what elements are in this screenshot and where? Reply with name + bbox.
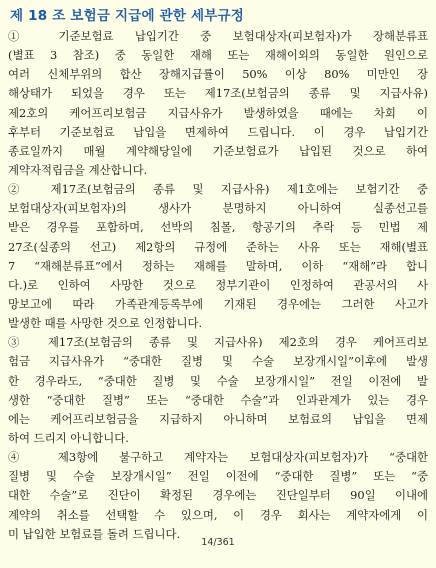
paragraph-2-line: 받은 경우를 포함하며, 선박의 침몰, 항공기의 추락 등 민법 제	[8, 220, 428, 235]
paragraph-1-line: ① 기준보험료 납입기간 중 보험대상자(피보험자)가 장해분류표	[8, 29, 428, 43]
paragraph-1-line: 제2호의 케어프리보험금 지급사유가 발생하였을 때에는 차회 이	[8, 105, 428, 120]
paragraph-3-line: 험금 지급사유가 “중대한 질병 및 수술 보장개시일”이후에 발생	[8, 354, 428, 369]
paragraph-2-line: 망보고에 따라 가족관계등록부에 기재된 경우에는 그러한 사고가	[8, 296, 428, 311]
paragraph-3-line: ③ 제17조(보험금의 종류 및 지급사유) 제2호의 경우 케어프리보	[8, 335, 428, 350]
page-number: 14/361	[201, 537, 235, 548]
paragraph-2-line: ② 제17조(보험금의 종류 및 지급사유) 제1호에는 보험기간 중	[8, 182, 428, 197]
article-title: 제 18 조 보험금 지급에 관한 세부규정	[10, 8, 244, 24]
paragraph-1-line: 종료일까지 매월 계약해당일에 기준보험료가 납입된 것으로 하여	[8, 143, 428, 158]
paragraph-1-line: 여러 신체부위의 합산 장해지급률이 50% 이상 80% 미만인 장	[8, 67, 428, 82]
paragraph-4-line: 미 납입한 보험료를 돌려 드립니다.	[8, 526, 181, 541]
paragraph-4-line: ④ 제3항에 불구하고 계약자는 보험대상자(피보험자)가 “중대한	[8, 450, 428, 465]
paragraph-1-line: 후부터 기준보험료 납입을 면제하여 드립니다. 이 경우 납입기간	[8, 124, 428, 139]
article-body	[8, 27, 428, 544]
paragraph-2-line: 7 “재해분류표”에서 정하는 재해를 말하며, 이하 “재해”라 합니	[8, 258, 428, 273]
paragraph-2-line: 발생한 때를 사망한 것으로 인정합니다.	[8, 316, 203, 331]
paragraph-4-line: 질병 및 수술 보장개시일” 전일 이전에 “중대한 질병” 또는 “중	[8, 469, 428, 484]
paragraph-3-line: 생한 “중대한 질병” 또는 “중대한 수술”과 인과관계가 있는 경우	[8, 392, 428, 407]
paragraph-2-line: 보험대상자(피보험자)의 생사가 분명하지 아니하여 실종선고를	[8, 201, 428, 216]
paragraph-1-line: 해상태가 되었을 경우 또는 제17조(보험금의 종류 및 지급사유)	[8, 86, 428, 101]
paragraph-4-line: 대한 수술”로 진단이 확정된 경우에는 진단일부터 90일 이내에	[8, 488, 428, 503]
paragraph-3-line: 하여 드리지 아니합니다.	[8, 430, 129, 445]
paragraph-4-line: 계약의 취소를 선택할 수 있으며, 이 경우 회사는 계약자에게 이	[8, 507, 428, 522]
paragraph-3-line: 에는 케어프리보험금을 지급하지 아니하며 보험료의 납입을 면제	[8, 411, 428, 426]
paragraph-1-line: 계약자적립금을 계산합니다.	[8, 162, 148, 177]
paragraph-2-line: 다.)로 인하여 사망한 것으로 정부기관이 인정하여 관공서의 사	[8, 277, 428, 292]
paragraph-3-line: 한 경우라도, “중대한 질병 및 수술 보장개시일” 전일 이전에 발	[8, 373, 428, 388]
paragraph-2-line: 27조(실종의 선고) 제2항의 규정에 준하는 사유 또는 재해(별표	[8, 239, 428, 254]
paragraph-1-line: (별표 3 참조) 중 동일한 재해 또는 재해이외의 동일한 원인으로	[8, 48, 428, 63]
